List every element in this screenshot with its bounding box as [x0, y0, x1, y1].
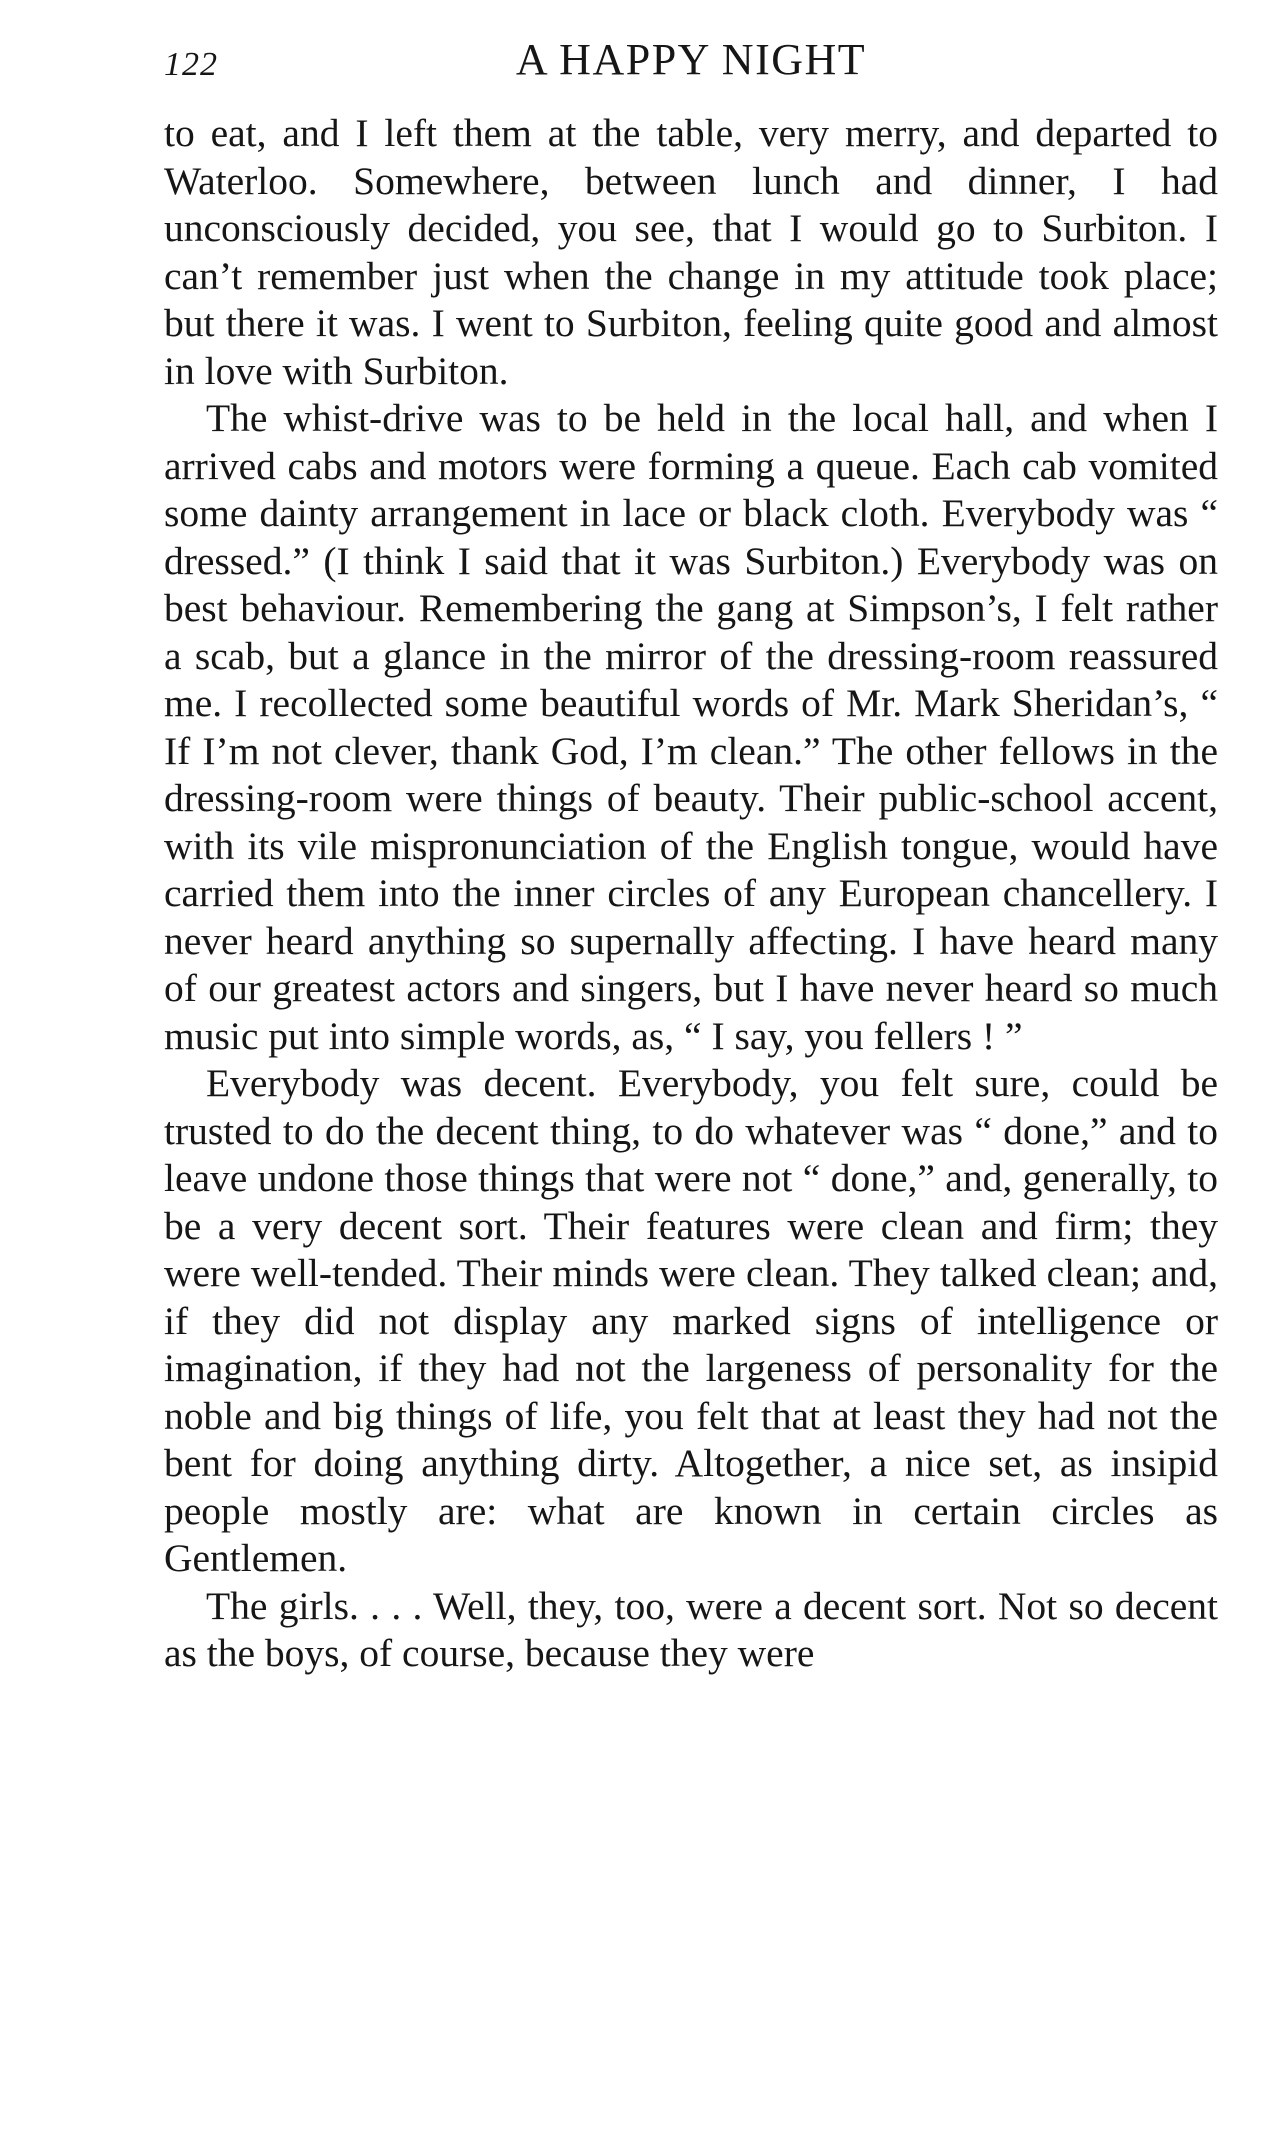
running-title: A HAPPY NIGHT — [515, 35, 867, 84]
body-text — [164, 110, 1218, 1678]
book-page — [164, 30, 1218, 1678]
paragraph: The girls. . . . Well, they, too, were a decent sort. Not so decent as the boys, of course, because they were — [164, 1583, 1218, 1675]
page-number: 122 — [164, 46, 218, 83]
paragraph: The whist-drive was to be held in the local hall, and when I arrived cabs and motors were forming a queue. Each cab vomited some dainty arrangement in lace or black cloth. Everybody was “ dressed.” (I think I said that it was Surbiton.) Everybody was on best behaviour. Remembering the gang at Simpson’s, I felt rather a scab, but a glance in the mirror of the dressing-room reassured me. I recollected some beautiful words of Mr. Mark Sheridan’s, “ If I’m not clever, thank God, I’m clean.” The other fellows in the dressing-room were things of beauty. Their public-school accent, with its vile mispronunciation of the English tongue, would have carried them into the inner circles of any European chancellery. I never heard anything so supernally affecting. I have heard many of our greatest actors and singers, but I have never heard so much music put into simple words, as, “ I say, you fellers ! ” — [164, 396, 1218, 1058]
paragraph: to eat, and I left them at the table, very merry, and departed to Waterloo. Somewhere, between lunch and dinner, I had unconsciously decided, you see, that I would go to Surbiton. I can’t remember just when the change in my attitude took place; but there it was. I went to Surbiton, feeling quite good and almost in love with Surbiton. — [164, 111, 1218, 393]
paragraph: Everybody was decent. Everybody, you felt sure, could be trusted to do the decent thing, to do whatever was “ done,” and to leave undone those things that were not “ done,” and, generally, to be a very decent sort. Their features were clean and firm; they were well-tended. Their minds were clean. They talked clean; and, if they did not display any marked signs of intelligence or imagination, if they had not the largeness of personality for the noble and big things of life, you felt that at least they had not the bent for doing anything dirty. Altogether, a nice set, as insipid people mostly are: what are known in certain circles as Gentlemen. — [164, 1061, 1218, 1580]
page-header — [164, 30, 1218, 94]
